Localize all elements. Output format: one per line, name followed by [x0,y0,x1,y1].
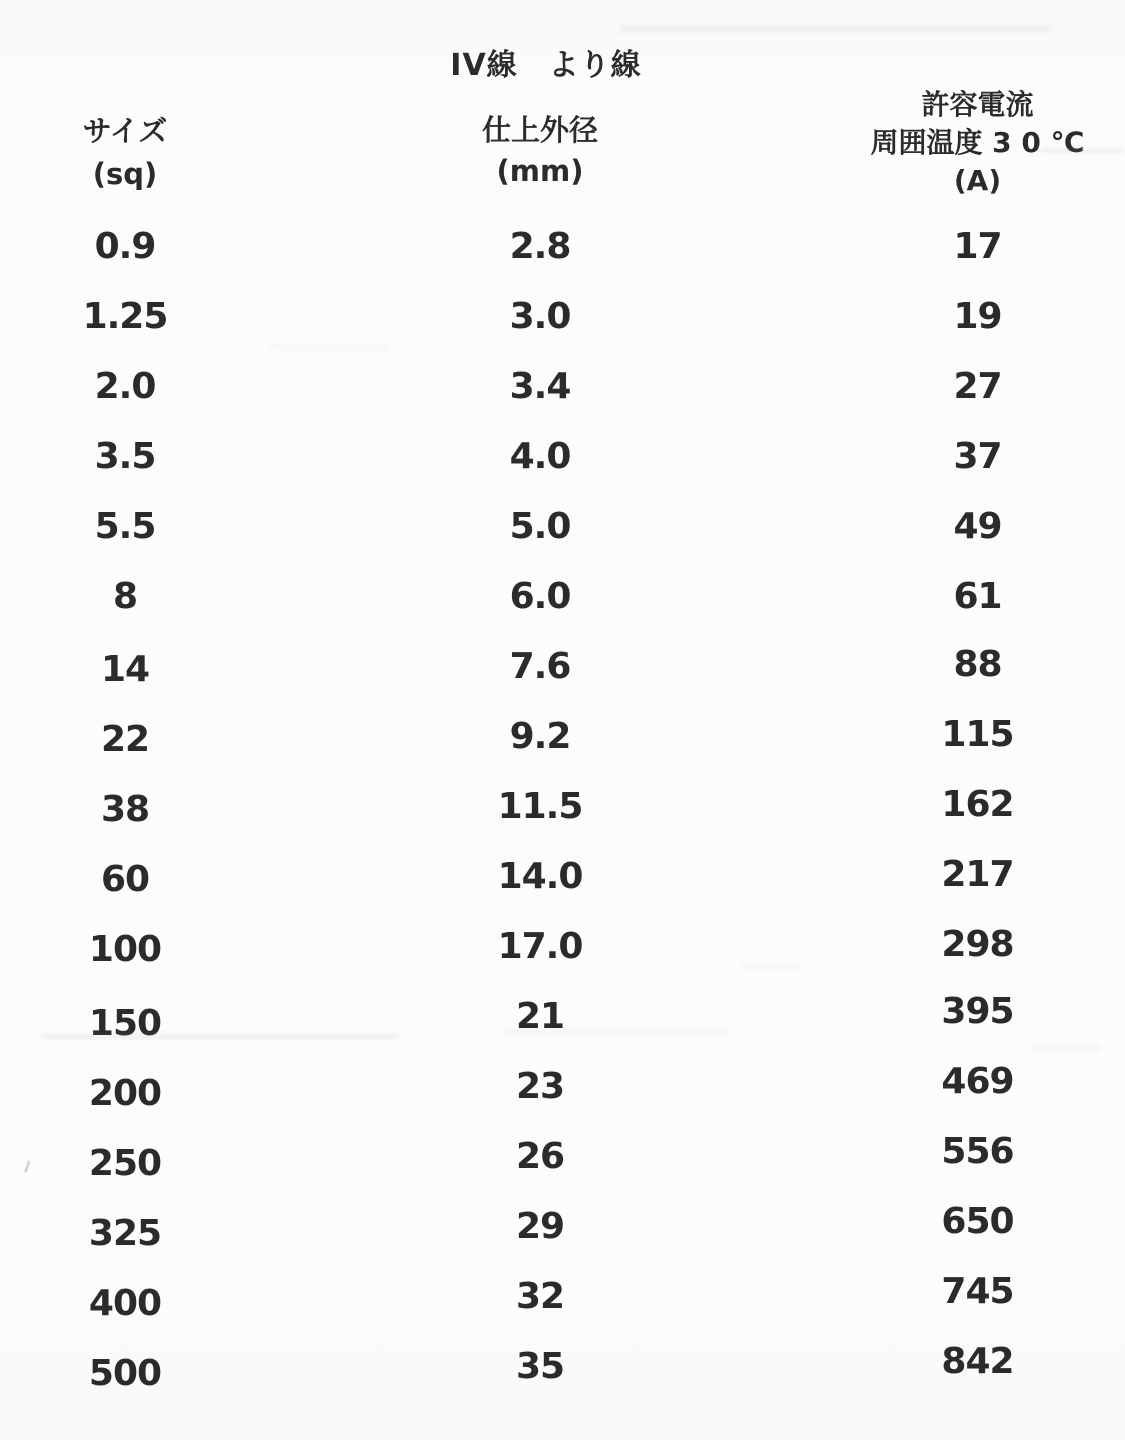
cell-size-sq: 500 [88,1352,162,1394]
cell-size-sq: 5.5 [94,505,156,547]
cell-allowable-current-a: 61 [953,575,1002,617]
cell-size-sq: 8 [112,575,138,617]
cell-size-sq: 3.5 [94,435,156,477]
cell-allowable-current-a: 115 [941,713,1014,755]
table-row [0,701,1125,771]
cell-size-sq: 150 [88,1002,162,1044]
cell-outer-diameter-mm: 17.0 [497,925,583,967]
cell-allowable-current-a: 298 [941,923,1014,965]
cell-allowable-current-a: 37 [953,435,1002,477]
document-title: IV線 より線 [450,48,642,83]
cell-outer-diameter-mm: 7.6 [509,645,571,687]
table-row [0,771,1125,841]
cell-size-sq: 38 [100,788,150,830]
column-header-ambient-temperature: 周囲温度 3 0 ℃ [870,126,1085,159]
table-row [0,1191,1125,1261]
cell-outer-diameter-mm: 14.0 [497,855,583,897]
column-header-size-unit: (sq) [92,157,158,191]
cell-size-sq: 14 [100,648,150,690]
column-header-outer-diameter-label: 仕上外径 [481,113,598,147]
cell-size-sq: 0.9 [94,225,156,267]
table-row [0,1261,1125,1331]
cell-size-sq: 60 [100,858,150,900]
table-row [0,911,1125,981]
table-row [0,491,1125,561]
table-body [0,211,1125,1401]
cell-size-sq: 250 [88,1142,162,1184]
cell-outer-diameter-mm: 3.0 [509,295,571,337]
table-row [0,211,1125,281]
cell-outer-diameter-mm: 23 [515,1065,565,1107]
cell-size-sq: 1.25 [82,295,168,337]
cell-allowable-current-a: 745 [941,1270,1014,1312]
cell-outer-diameter-mm: 6.0 [509,575,571,617]
cell-size-sq: 100 [88,928,162,970]
cell-size-sq: 400 [88,1282,162,1324]
column-header-size-label: サイズ [82,114,168,148]
cell-allowable-current-a: 162 [941,783,1014,825]
cell-allowable-current-a: 469 [941,1060,1014,1102]
table-row [0,1121,1125,1191]
cell-outer-diameter-mm: 26 [515,1135,565,1177]
cell-allowable-current-a: 842 [941,1340,1014,1382]
cell-allowable-current-a: 556 [941,1130,1014,1172]
column-header-allowable-current-label: 許容電流 [921,88,1034,121]
table-row [0,421,1125,491]
cell-size-sq: 22 [100,718,150,760]
table-row [0,1331,1125,1401]
table-row [0,351,1125,421]
cell-allowable-current-a: 27 [953,365,1002,407]
column-header-outer-diameter [250,110,830,192]
cell-allowable-current-a: 650 [941,1200,1014,1242]
cell-outer-diameter-mm: 35 [515,1345,565,1387]
table-row [0,281,1125,351]
cell-outer-diameter-mm: 11.5 [497,785,583,827]
cell-outer-diameter-mm: 5.0 [509,505,571,547]
table-row [0,1051,1125,1121]
cell-size-sq: 2.0 [94,365,156,407]
table-row [0,631,1125,701]
table-row [0,841,1125,911]
cell-allowable-current-a: 217 [941,853,1014,895]
column-header-outer-diameter-unit: (mm) [496,154,584,188]
cell-allowable-current-a: 88 [953,643,1002,685]
table-row [0,981,1125,1051]
table-row [0,561,1125,631]
cell-outer-diameter-mm: 9.2 [509,715,571,757]
column-header-allowable-current-unit: (A) [953,164,1002,197]
cell-allowable-current-a: 19 [953,295,1002,337]
scan-streak-artifact [620,26,1050,32]
cell-outer-diameter-mm: 4.0 [509,435,571,477]
cell-size-sq: 325 [88,1212,162,1254]
column-header-allowable-current [830,86,1125,200]
cell-outer-diameter-mm: 21 [515,995,565,1037]
cell-outer-diameter-mm: 3.4 [509,365,571,407]
cell-allowable-current-a: 49 [953,505,1002,547]
cell-allowable-current-a: 395 [941,990,1014,1032]
cell-outer-diameter-mm: 29 [515,1205,565,1247]
cell-outer-diameter-mm: 32 [515,1275,565,1317]
column-header-size [0,110,250,196]
cell-outer-diameter-mm: 2.8 [509,225,571,267]
cell-size-sq: 200 [88,1072,162,1114]
cell-allowable-current-a: 17 [953,225,1002,267]
